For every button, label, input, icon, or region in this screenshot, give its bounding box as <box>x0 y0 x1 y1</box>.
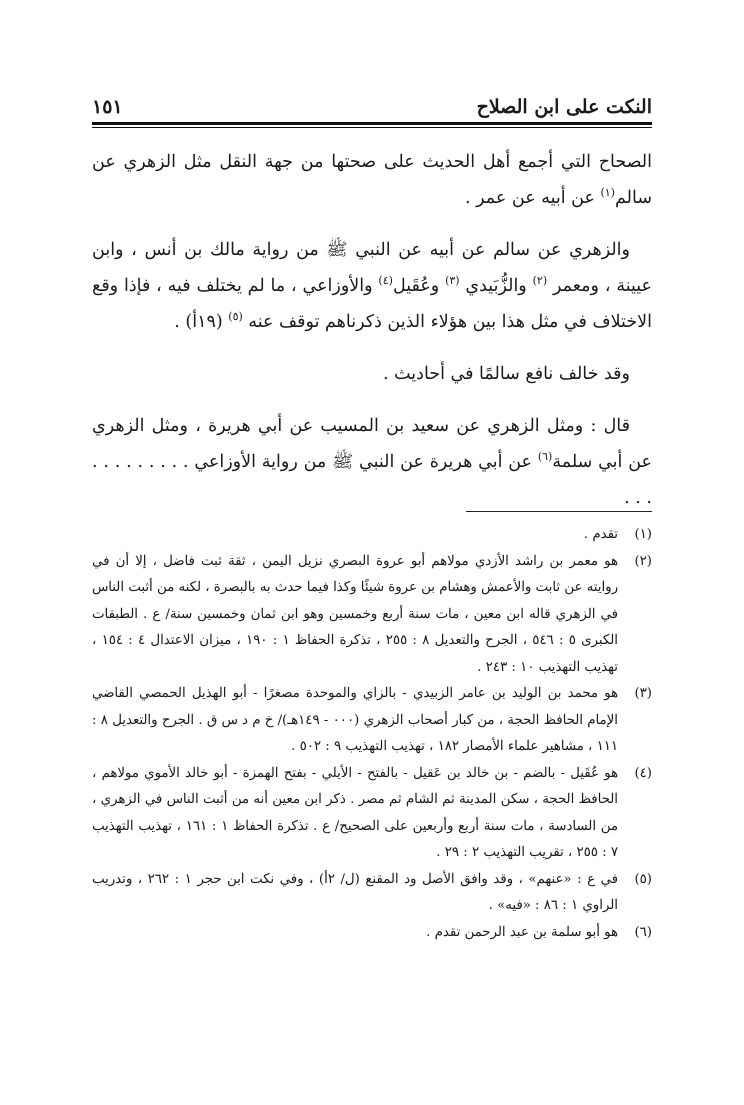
footnote-4 <box>92 761 652 867</box>
paragraph-1 <box>92 144 652 216</box>
footnote-3 <box>92 681 652 761</box>
footnote-number: (٥) <box>634 871 652 887</box>
footnote-text: تقدم . <box>583 527 618 542</box>
p1-text-1: الصحاح التي أجمع أهل الحديث على صحتها من جهة النقل مثل الزهري عن سالم <box>92 152 652 208</box>
footnote-text: هو معمر بن راشد الأزدي مولاهم أبو عروة البصري نزيل اليمن ، ثقة ثبت فاضل ، إلا أن في روايته عن ثابت والأعمش وهشام بن عروة شيئًا وكذا فيما حدث به بالبصرة ، لكنه من أثبت الناس في الزهري قاله ابن معين ، مات سنة أربع وخمسين وهو ابن ثمان وخمسين سنة/ ع . الطبقات الكبرى ٥ : ٥٤٦ ، الجرح والتعديل ٨ : ٢٥٥ ، تذكرة الحفاظ ١ : ١٩٠ ، ميزان الاعتدال ٤ : ١٥٤ ، تهذيب التهذيب ١٠ : ٢٤٣ . <box>92 553 618 675</box>
footnote-number: (٢) <box>634 553 652 569</box>
footnote-separator <box>466 511 652 512</box>
footnote-ref-3: (٣) <box>445 274 460 288</box>
footnote-text: هو عُقَيل - بالضم - بن خالد بن عَقيل - بالفتح - الأيلي - بفتح الهمزة - أبو خالد الأموي مولاهم ، الحافظ الحجة ، سكن المدينة ثم الشام ثم مصر . ذكر ابن معين أنه من أثبت الناس في الزهري ، من السادسة ، مات سنة أربع وأربعين على الصحيح/ ع . تذكرة الحفاظ ١ : ١٦١ ، تهذيب التهذيب ٧ : ٢٥٥ ، تقريب التهذيب ٢ : ٢٩ . <box>92 765 618 860</box>
footnote-number: (٦) <box>634 924 652 940</box>
p4-text-1: قال : ومثل الزهري عن سعيد بن المسيب عن أبي هريرة ، ومثل الزهري عن أبي سلمة <box>92 416 652 472</box>
footnote-text: هو محمد بن الوليد بن عامر الزبيدي - بالزاي والموحدة مصغرًا - أبو الهذيل الحمصي القاضي الإمام الحافظ الحجة ، من كبار أصحاب الزهري (٠٠٠ - ١٤٩هـ)/ خ م د س ق . الجرح والتعديل ٨ : ١١١ ، مشاهير علماء الأمصار ١٨٢ ، تهذيب التهذيب ٩ : ٥٠٢ . <box>92 686 618 754</box>
p2-text-4: والأوزاعي ، ما لم يختلف فيه ، فإذا وقع الاختلاف في مثل هذا بين هؤلاء الذين ذكرناهم توقف عنه <box>92 276 652 332</box>
manuscript-folio-marker: (١٩أ) . <box>174 312 223 332</box>
footnote-number: (٤) <box>634 765 652 781</box>
p1-text-2: عن أبيه عن عمر . <box>464 188 595 208</box>
p2-text-2: والزُّبَيدي <box>465 276 527 296</box>
footnote-6 <box>92 920 652 947</box>
footnote-text: هو أبو سلمة بن عبد الرحمن تقدم . <box>426 924 618 940</box>
dot-leaders: . . . . . . . . . . . . <box>92 452 652 508</box>
p4-text-2: عن أبي هريرة عن النبي ﷺ من رواية الأوزاعي <box>194 452 532 472</box>
footnote-5 <box>92 867 652 920</box>
footnote-ref-2: (٢) <box>532 274 548 288</box>
footnote-2 <box>92 549 652 682</box>
footnote-text: في ع : «عنهم» ، وقد وافق الأصل ود المقنع (ل/ ٢أ) ، وفي نكت ابن حجر ١ : ٢٦٢ ، وتدريب الراوي ١ : ٨٦ : «فيه» . <box>92 871 618 913</box>
p2-text-3: وعُقَيل <box>392 276 440 296</box>
footnote-ref-4: (٤) <box>378 274 393 288</box>
main-text <box>92 144 652 532</box>
footnote-1 <box>92 522 652 549</box>
header-title: النكت على ابن الصلاح <box>476 96 652 118</box>
header-rule-thin <box>92 127 652 128</box>
running-header <box>92 88 652 118</box>
paragraph-3: وقد خالف نافع سالمًا في أحاديث . <box>382 364 630 384</box>
p2-text-1: والزهري عن سالم عن أبيه عن النبي ﷺ من رواية مالك بن أنس ، وابن عيينة ، ومعمر <box>92 240 652 296</box>
footnote-ref-1: (١) <box>600 186 616 200</box>
paragraph-4 <box>92 408 652 516</box>
footnote-number: (١) <box>634 527 652 542</box>
footnote-number: (٣) <box>634 686 652 701</box>
header-rule-thick <box>92 122 652 125</box>
footnote-ref-5: (٥) <box>228 310 243 324</box>
page-number: ١٥١ <box>92 96 123 118</box>
footnotes <box>92 522 652 946</box>
paragraph-2 <box>92 232 652 340</box>
footnote-ref-6: (٦) <box>537 450 553 464</box>
